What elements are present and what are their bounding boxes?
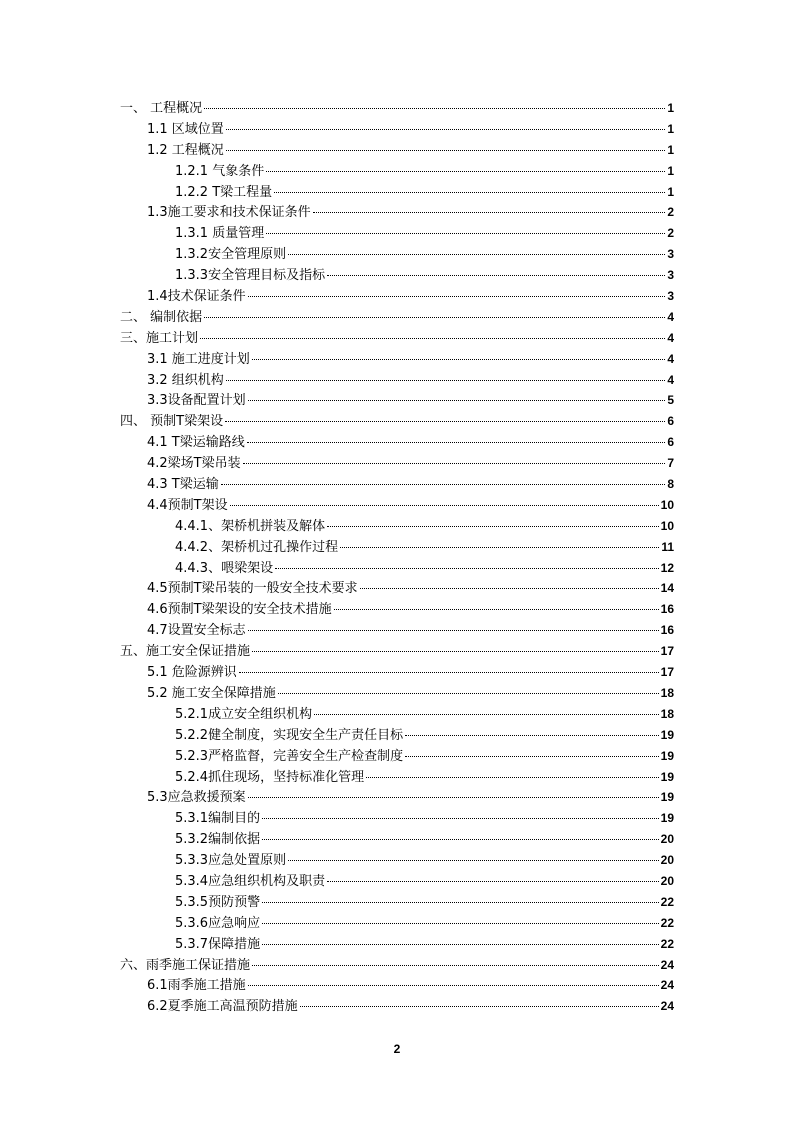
toc-entry-label: 4.5预制T梁吊装的一般安全技术要求 [147, 581, 358, 597]
toc-entry[interactable] [120, 683, 674, 704]
dot-leader [252, 651, 659, 652]
toc-entry[interactable] [120, 516, 674, 537]
dot-leader [266, 233, 665, 234]
toc-entry[interactable] [120, 892, 674, 913]
toc-entry-label: 4.7设置安全标志 [147, 623, 246, 639]
toc-entry-page: 17 [660, 644, 674, 659]
toc-entry-label: 1.4技术保证条件 [147, 289, 246, 305]
toc-entry-page: 4 [667, 330, 674, 345]
page-number: 2 [393, 1042, 401, 1056]
dot-leader [278, 693, 659, 694]
toc-entry[interactable] [120, 558, 674, 579]
toc-entry-page: 2 [667, 205, 674, 220]
toc-entry-label: 四、 预制T梁架设 [120, 414, 224, 430]
dot-leader [313, 212, 666, 213]
toc-entry-label: 4.4.1、架桥机拼装及解体 [175, 518, 326, 534]
toc-entry-label: 五、施工安全保证措施 [120, 644, 251, 660]
toc-entry-label: 5.3应急救援预案 [147, 790, 246, 806]
toc-entry-page: 22 [660, 915, 674, 930]
dot-leader [327, 881, 659, 882]
dot-leader [266, 171, 665, 172]
toc-entry[interactable] [120, 390, 674, 411]
toc-entry-label: 1.3.3安全管理目标及指标 [175, 268, 326, 284]
toc-entry-page: 24 [660, 978, 674, 993]
toc-entry-page: 20 [660, 873, 674, 888]
dot-leader [288, 860, 659, 861]
dot-leader [226, 129, 666, 130]
toc-entry-page: 5 [667, 393, 674, 408]
dot-leader [248, 797, 659, 798]
toc-entry-label: 5.2.4抓住现场，坚持标准化管理 [175, 769, 365, 785]
toc-entry[interactable] [120, 662, 674, 683]
toc-entry-page: 10 [660, 497, 674, 512]
toc-entry-label: 3.2 组织机构 [147, 372, 224, 388]
toc-entry-label: 5.3.5预防预警 [175, 894, 261, 910]
toc-entry-page: 8 [667, 477, 674, 492]
toc-entry-page: 6 [667, 414, 674, 429]
toc-entry-label: 5.2 施工安全保障措施 [147, 685, 276, 701]
dot-leader [225, 421, 665, 422]
toc-entry[interactable] [120, 182, 674, 203]
toc-entry-page: 20 [660, 832, 674, 847]
toc-entry[interactable] [120, 704, 674, 725]
toc-entry-label: 1.3施工要求和技术保证条件 [147, 205, 311, 221]
dot-leader [262, 902, 659, 903]
dot-leader [274, 192, 665, 193]
toc-entry-label: 4.4.2、架桥机过孔操作过程 [175, 539, 339, 555]
toc-entry[interactable] [120, 955, 674, 976]
toc-entry[interactable] [120, 119, 674, 140]
toc-entry[interactable] [120, 808, 674, 829]
toc-entry-page: 17 [660, 665, 674, 680]
toc-entry-page: 14 [660, 581, 674, 596]
toc-entry[interactable] [120, 328, 674, 349]
dot-leader [221, 484, 666, 485]
dot-leader [226, 150, 666, 151]
toc-entry-page: 19 [660, 748, 674, 763]
dot-leader [275, 568, 659, 569]
toc-entry-page: 18 [660, 685, 674, 700]
toc-entry-label: 5.3.3应急处置原则 [175, 853, 287, 869]
toc-entry-label: 4.4预制T架设 [147, 497, 228, 513]
dot-leader [366, 777, 659, 778]
dot-leader [230, 505, 659, 506]
toc-entry[interactable] [120, 286, 674, 307]
toc-entry[interactable] [120, 432, 674, 453]
toc-entry-page: 19 [660, 811, 674, 826]
toc-entry-page: 12 [660, 560, 674, 575]
toc-entry[interactable] [120, 787, 674, 808]
dot-leader [226, 380, 666, 381]
toc-entry[interactable] [120, 495, 674, 516]
toc-entry[interactable] [120, 223, 674, 244]
toc-entry-page: 3 [667, 247, 674, 262]
toc-entry-page: 7 [667, 456, 674, 471]
toc-entry-page: 3 [667, 289, 674, 304]
dot-leader [334, 609, 659, 610]
toc-entry-label: 六、雨季施工保证措施 [120, 957, 251, 973]
toc-entry[interactable] [120, 411, 674, 432]
toc-entry[interactable] [120, 578, 674, 599]
toc-entry-label: 5.3.7保障措施 [175, 936, 261, 952]
toc-entry-page: 3 [667, 268, 674, 283]
dot-leader [262, 923, 659, 924]
toc-entry[interactable] [120, 244, 674, 265]
toc-entry[interactable] [120, 746, 674, 767]
dot-leader [200, 338, 665, 339]
dot-leader [327, 275, 665, 276]
toc-entry[interactable] [120, 349, 674, 370]
toc-entry[interactable] [120, 996, 674, 1017]
toc-entry-label: 1.2.2 T梁工程量 [175, 184, 273, 200]
dot-leader [405, 756, 659, 757]
toc-entry[interactable] [120, 474, 674, 495]
toc-entry-label: 6.1雨季施工措施 [147, 978, 246, 994]
dot-leader [288, 254, 665, 255]
toc-entry-page: 10 [660, 518, 674, 533]
toc-entry-label: 4.6预制T梁架设的安全技术措施 [147, 602, 332, 618]
dot-leader [262, 944, 659, 945]
toc-entry-label: 4.4.3、喂梁架设 [175, 560, 274, 576]
toc-entry-page: 22 [660, 936, 674, 951]
toc-entry-page: 1 [667, 142, 674, 157]
toc-entry-label: 1.3.1 质量管理 [175, 226, 265, 242]
dot-leader [252, 965, 659, 966]
toc-entry-page: 4 [667, 372, 674, 387]
toc-entry[interactable] [120, 537, 674, 558]
toc-entry-label: 3.3设备配置计划 [147, 393, 246, 409]
dot-leader [248, 400, 666, 401]
toc-entry[interactable] [120, 140, 674, 161]
toc-entry-page: 22 [660, 894, 674, 909]
toc-entry[interactable] [120, 641, 674, 662]
dot-leader [300, 1006, 659, 1007]
toc-entry-label: 5.2.2健全制度，实现安全生产责任目标 [175, 727, 404, 743]
toc-entry-page: 19 [660, 769, 674, 784]
toc-entry-page: 16 [660, 602, 674, 617]
toc-entry-label: 5.3.2编制依据 [175, 832, 261, 848]
toc-entry[interactable] [120, 850, 674, 871]
toc-entry-label: 1.3.2安全管理原则 [175, 247, 287, 263]
toc-entry-label: 5.3.6应急响应 [175, 915, 261, 931]
toc-entry-label: 5.3.1编制目的 [175, 811, 261, 827]
toc-entry-page: 1 [667, 121, 674, 136]
toc-entry[interactable] [120, 725, 674, 746]
toc-entry-page: 19 [660, 790, 674, 805]
toc-entry-label: 4.2梁场T梁吊装 [147, 456, 241, 472]
toc-entry-page: 11 [661, 539, 674, 554]
toc-entry-label: 1.2.1 气象条件 [175, 163, 265, 179]
toc-entry-label: 5.2.1成立安全组织机构 [175, 706, 313, 722]
toc-entry-label: 3.1 施工进度计划 [147, 351, 250, 367]
toc-entry[interactable] [120, 871, 674, 892]
toc-entry-page: 16 [660, 623, 674, 638]
dot-leader [262, 839, 659, 840]
toc-entry[interactable] [120, 599, 674, 620]
dot-leader [314, 714, 659, 715]
dot-leader [360, 588, 659, 589]
toc-entry-label: 4.3 T梁运输 [147, 477, 219, 493]
toc-entry-page: 24 [660, 999, 674, 1014]
dot-leader [327, 526, 659, 527]
toc-entry[interactable] [120, 265, 674, 286]
toc-entry-page: 18 [660, 706, 674, 721]
toc-entry-label: 4.1 T梁运输路线 [147, 435, 245, 451]
toc-entry[interactable] [120, 370, 674, 391]
dot-leader [248, 630, 659, 631]
dot-leader [405, 735, 659, 736]
dot-leader [239, 672, 659, 673]
toc-entry-page: 6 [667, 435, 674, 450]
toc-entry[interactable] [120, 934, 674, 955]
toc-entry-label: 5.2.3严格监督，完善安全生产检查制度 [175, 748, 404, 764]
toc-entry[interactable] [120, 202, 674, 223]
toc-entry[interactable] [120, 98, 674, 119]
dot-leader [243, 463, 666, 464]
dot-leader [262, 818, 659, 819]
toc-entry-page: 1 [667, 163, 674, 178]
toc-entry-label: 一、 工程概况 [120, 101, 203, 116]
toc-entry-label: 1.1 区域位置 [147, 121, 224, 137]
toc-entry-page: 1 [667, 101, 674, 115]
toc-entry-page: 20 [660, 853, 674, 868]
dot-leader [204, 108, 665, 109]
toc-entry-page: 24 [660, 957, 674, 972]
toc-entry-label: 三、施工计划 [120, 330, 199, 346]
toc-entry[interactable] [120, 767, 674, 788]
toc-entry-page: 19 [660, 727, 674, 742]
dot-leader [204, 317, 665, 318]
toc-entry-label: 5.1 危险源辨识 [147, 665, 237, 681]
dot-leader [252, 359, 666, 360]
table-of-contents [120, 98, 674, 1017]
toc-entry[interactable] [120, 161, 674, 182]
toc-entry[interactable] [120, 913, 674, 934]
toc-entry-label: 5.3.4应急组织机构及职责 [175, 873, 326, 889]
toc-entry-label: 1.2 工程概况 [147, 142, 224, 158]
dot-leader [247, 442, 666, 443]
dot-leader [248, 985, 659, 986]
toc-entry[interactable] [120, 453, 674, 474]
toc-entry-page: 4 [667, 351, 674, 366]
toc-entry[interactable] [120, 829, 674, 850]
dot-leader [340, 547, 659, 548]
toc-entry[interactable] [120, 975, 674, 996]
toc-entry-page: 4 [667, 309, 674, 324]
toc-entry-label: 6.2夏季施工高温预防措施 [147, 999, 298, 1015]
toc-entry[interactable] [120, 307, 674, 328]
toc-entry[interactable] [120, 620, 674, 641]
toc-entry-label: 二、 编制依据 [120, 309, 203, 325]
dot-leader [248, 296, 666, 297]
toc-entry-page: 1 [667, 184, 674, 199]
toc-entry-page: 2 [667, 226, 674, 241]
